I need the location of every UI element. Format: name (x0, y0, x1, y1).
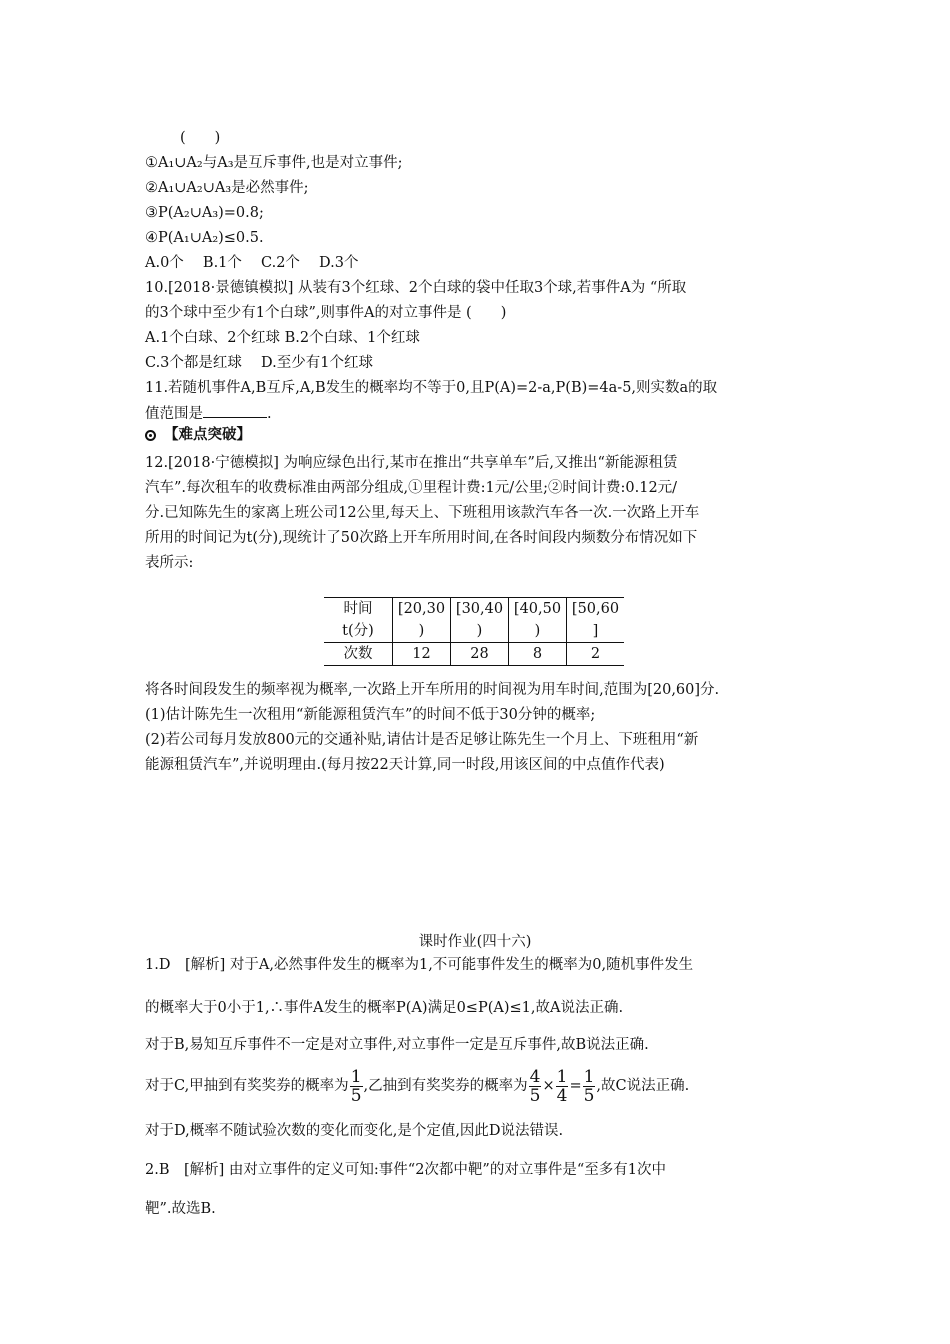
table-row (324, 598, 624, 643)
fraction-numerator: 4 (529, 1066, 541, 1087)
q12-line-3: 分.已知陈先生的家离上班公司12公里,每天上、下班租用该款汽车各一次.一次路上开车 (145, 505, 700, 521)
q12-sub-1: (1)估计陈先生一次租用“新能源租赁汽车”的时间不低于30分钟的概率; (145, 707, 596, 723)
q11-line-2-text: 值范围是 (145, 406, 203, 422)
fraction-1-4 (556, 1068, 569, 1105)
equals-sign: = (569, 1078, 582, 1094)
fraction-denominator: 5 (350, 1085, 362, 1106)
interval-top: [50,60 (571, 601, 620, 617)
q9-statement-2: ②A₁∪A₂∪A₃是必然事件; (145, 180, 309, 196)
table-row (324, 643, 624, 666)
answer-blank (203, 403, 267, 418)
count-cell: 12 (393, 643, 451, 666)
fraction-numerator: 1 (583, 1066, 595, 1087)
q9-bracket: ( ) (180, 130, 221, 146)
q9-options: A.0个 B.1个 C.2个 D.3个 (145, 255, 359, 271)
interval-bottom: ) (534, 623, 541, 639)
interval-cell (509, 598, 567, 643)
q10-line-2: 的3个球中至少有1个白球”,则事件A的对立事件是 ( ) (145, 305, 507, 321)
count-cell: 2 (567, 643, 625, 666)
interval-bottom: ] (592, 623, 599, 639)
answers-title: 课时作业(四十六) (418, 934, 532, 950)
section-title: 【难点突破】 (164, 427, 251, 443)
fraction-4-5 (529, 1068, 542, 1105)
fraction-1-5-result (583, 1068, 596, 1105)
answer-1-line-4-mid: ,乙抽到有奖奖券的概率为 (363, 1078, 528, 1094)
q12-sub-2b: 能源租赁汽车”,并说明理由.(每月按22天计算,同一时段,用该区间的中点值作代表) (145, 757, 665, 773)
q12-sub-2a: (2)若公司每月发放800元的交通补贴,请估计是否足够让陈先生一个月上、下班租用“新 (145, 732, 699, 748)
answer-2-line-1: 2.B [解析] 由对立事件的定义可知:事件“2次都中靶”的对立事件是“至多有1次中 (145, 1162, 666, 1178)
count-cell: 8 (509, 643, 567, 666)
q9-statement-4: ④P(A₁∪A₂)≤0.5. (145, 230, 264, 246)
interval-cell (393, 598, 451, 643)
q9-statement-3: ③P(A₂∪A₃)=0.8; (145, 205, 264, 221)
count-cell: 28 (451, 643, 509, 666)
q12-line-4: 所用的时间记为t(分),现统计了50次路上开车所用时间,在各时间段内频数分布情况如下 (145, 530, 698, 546)
answer-1-line-4 (145, 1066, 689, 1106)
answer-1-line-2: 的概率大于0小于1,∴事件A发生的概率P(A)满足0≤P(A)≤1,故A说法正确. (145, 1000, 624, 1016)
section-header (145, 425, 251, 445)
q12-line-2: 汽车”.每次租车的收费标准由两部分组成,①里程计费:1元/公里;②时间计费:0.12元/ (145, 480, 678, 496)
answer-1-line-4-post: ,故C说法正确. (596, 1078, 690, 1094)
q10-line-1: 10.[2018·景德镇模拟] 从装有3个红球、2个白球的袋中任取3个球,若事件A为 “所取 (145, 280, 687, 296)
interval-cell (451, 598, 509, 643)
answer-1-line-4-pre: 对于C,甲抽到有奖奖券的概率为 (145, 1078, 349, 1094)
answer-1-line-3: 对于B,易知互斥事件不一定是对立事件,对立事件一定是互斥事件,故B说法正确. (145, 1037, 649, 1053)
interval-top: [30,40 (455, 601, 504, 617)
q12-line-5: 表所示: (145, 555, 194, 571)
fraction-denominator: 4 (556, 1085, 568, 1106)
table-header-time (324, 598, 393, 643)
fraction-denominator: 5 (583, 1085, 595, 1106)
q9-statement-1: ①A₁∪A₂与A₃是互斥事件,也是对立事件; (145, 155, 403, 171)
q10-options-cd: C.3个都是红球 D.至少有1个红球 (145, 355, 373, 371)
interval-top: [40,50 (513, 601, 562, 617)
q11-line-2 (145, 403, 272, 424)
q11-line-1: 11.若随机事件A,B互斥,A,B发生的概率均不等于0,且P(A)=2-a,P(B)=4a-5,则实数a的取 (145, 380, 718, 396)
count-label-cell: 次数 (324, 643, 393, 666)
frequency-table (324, 597, 624, 666)
interval-bottom: ) (418, 623, 425, 639)
interval-cell (567, 598, 625, 643)
answer-2-line-2: 靶”.故选B. (145, 1201, 216, 1217)
interval-bottom: ) (476, 623, 483, 639)
target-icon (145, 430, 156, 441)
fraction-denominator: 5 (529, 1085, 541, 1106)
header-label-1: 时间 (343, 601, 373, 617)
q12-after-table: 将各时间段发生的频率视为概率,一次路上开车所用的时间视为用车时间,范围为[20,60]分. (145, 682, 720, 698)
times-sign: × (542, 1078, 555, 1094)
fraction-numerator: 1 (350, 1066, 362, 1087)
fraction-1-5 (350, 1068, 363, 1105)
interval-top: [20,30 (397, 601, 446, 617)
q12-line-1: 12.[2018·宁德模拟] 为响应绿色出行,某市在推出“共享单车”后,又推出“新能源租赁 (145, 455, 678, 471)
header-label-2: t(分) (342, 623, 374, 639)
fraction-numerator: 1 (556, 1066, 568, 1087)
q11-line-2-end: . (267, 406, 272, 422)
answer-1-line-5: 对于D,概率不随试验次数的变化而变化,是个定值,因此D说法错误. (145, 1123, 564, 1139)
q10-options-ab: A.1个白球、2个红球 B.2个白球、1个红球 (145, 330, 420, 346)
answer-1-line-1: 1.D [解析] 对于A,必然事件发生的概率为1,不可能事件发生的概率为0,随机事件发生 (145, 957, 694, 973)
